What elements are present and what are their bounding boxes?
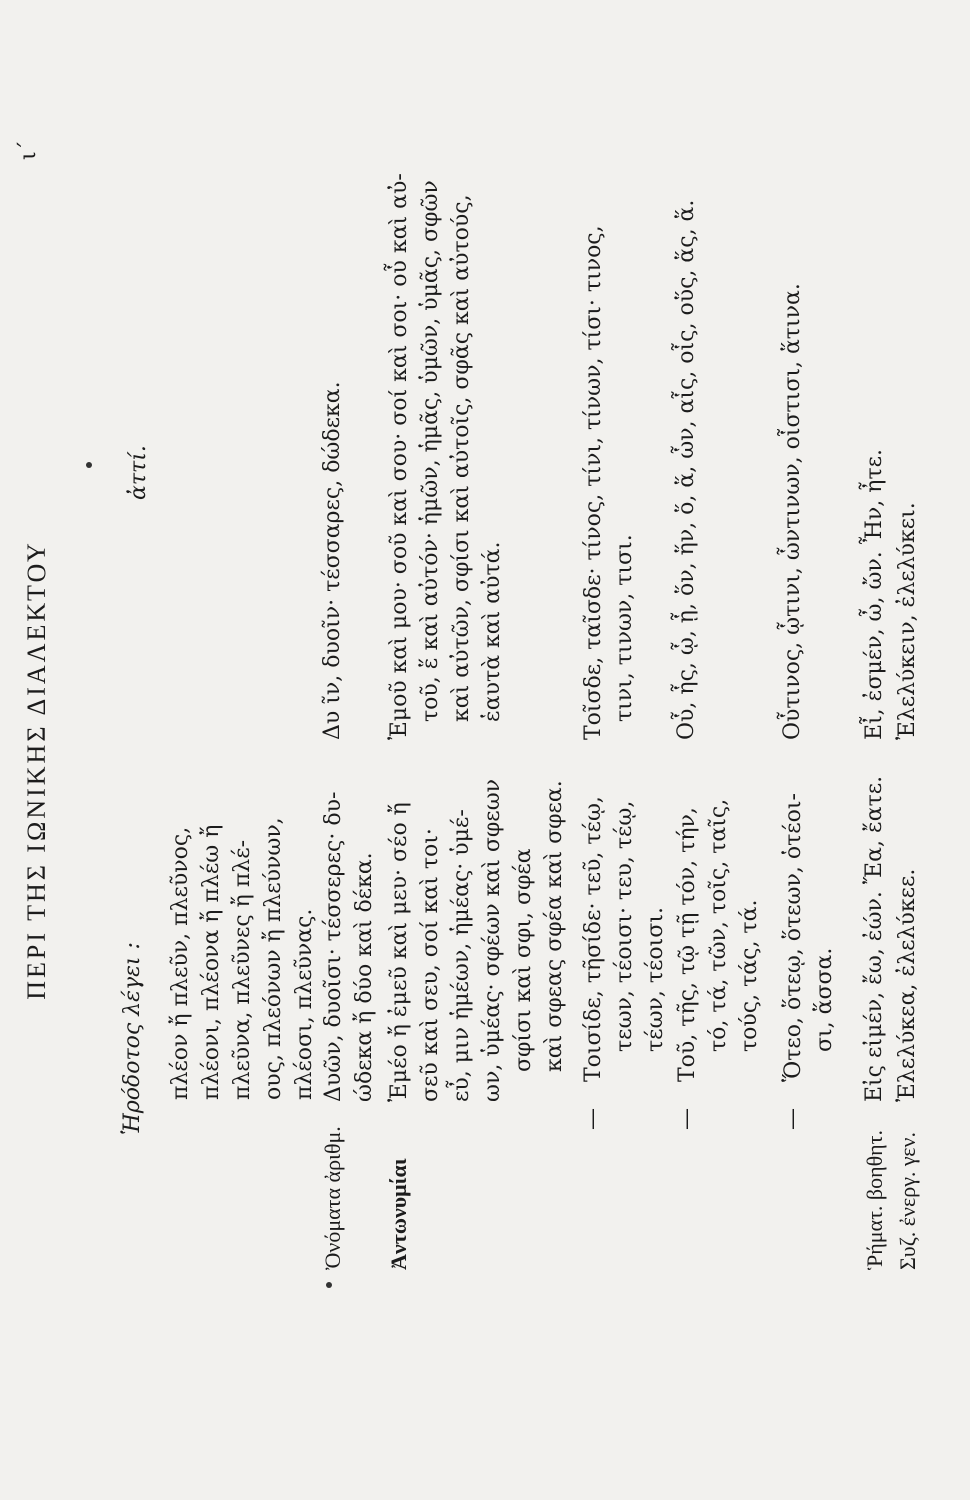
- pronouns-attic-line: τοῦ, ἕ καὶ αὐτόν· ἡμῶν, ἡμᾶς, ὑμῶν, ὑμᾶς, σφῶν: [418, 180, 443, 722]
- pleon-line: πλέον ἤ πλεῦν, πλεῦνος,: [168, 826, 193, 1100]
- toioside-attic-line: Τοῖσδε, ταῖσδε· τίνος, τίνι, τίνων, τίσι· τινος,: [581, 225, 606, 740]
- pleon-line: πλέοσι, πλεῦνας.: [292, 908, 317, 1100]
- hoteo-dash: —: [780, 1108, 805, 1130]
- pronouns-ionic-line: σεῦ καὶ σευ, σοί καὶ τοι·: [418, 828, 443, 1102]
- ink-speck: [326, 1282, 332, 1288]
- hoteo-attic: Οὗτινος, ᾧτινι, ὧντινων, οἷστισι, ἅτινα.: [780, 283, 805, 740]
- verbs-attic-1: Εἶ, ἐσμέν, ὦ, ὤν. Ἦν, ἦτε.: [862, 448, 887, 740]
- verbs-ionic-1: Εἰς εἰμέν, ἔω, ἐών. Ἔα, ἔατε.: [862, 775, 887, 1102]
- numerals-ionic: [318, 792, 380, 1102]
- pleon-block: [165, 817, 320, 1100]
- numerals-attic: Δυ ῖν, δυοῖν· τέσσαρες, δώδεκα.: [320, 381, 345, 740]
- toioside-attic: [578, 225, 640, 740]
- pronouns-ionic-line: σφίσι καὶ σφι, σφέα: [511, 848, 536, 1072]
- pronouns-label: Ἀντωνυμίαι: [386, 1158, 411, 1270]
- pronouns-ionic-line: Ἐμέο ἤ ἐμεῦ καὶ μευ· σέο ἤ: [387, 802, 412, 1102]
- pronouns-attic: [384, 173, 508, 740]
- hoteo-ionic-line: Ὅτεο, ὅτεῳ, ὅτεων, ὁτέοι-: [781, 793, 806, 1082]
- pronouns-attic-line: καὶ αὐτῶν, σφίσι καὶ αὐτοῖς, σφᾶς καὶ αὐτούς,: [449, 194, 474, 722]
- verbs-attic-2: Ἐλελύκειν, ἐλελύκει.: [895, 502, 920, 740]
- page-header: ΠΕΡΙ ΤΗΣ ΙΩΝΙΚΗΣ ΔΙΑΛΕΚΤΟΥ: [22, 540, 51, 1000]
- pronouns-attic-line: ἑαυτὰ καὶ αὐτά.: [480, 541, 505, 722]
- article-ionic-line: Τοῦ, τῆς, τῷ τῇ τόν, τήν,: [675, 807, 700, 1082]
- article-dash: —: [674, 1108, 699, 1130]
- pleon-line: πλέονι, πλέονα ἤ πλέω ἤ: [199, 824, 224, 1100]
- article-ionic: [672, 799, 765, 1082]
- verbs-label-2: Συζ. ἐνεργ. γεν.: [895, 1132, 920, 1270]
- hoteo-ionic: [778, 793, 840, 1082]
- verbs-label-1: Ῥήματ. βοηθητ.: [862, 1129, 887, 1270]
- pronouns-attic-line: Ἐμοῦ καὶ μου· σοῦ καὶ σου· σοί καὶ σοι· οὗ καὶ αὐ-: [387, 173, 412, 740]
- hoteo-ionic-line: σι, ἅσσα.: [812, 947, 837, 1052]
- pleon-line: πλεῦνα, πλεῦνες ἤ πλέ-: [230, 839, 255, 1100]
- intro-text: Ἡρόδοτος λέγει :: [120, 942, 145, 1135]
- toioside-ionic: [578, 796, 671, 1082]
- pronouns-ionic-line: ων, ὑμέας· σφέων καὶ σφεων: [480, 778, 505, 1102]
- pronouns-ionic-line: καὶ σφεας σφέα καὶ σφεα.: [542, 780, 567, 1072]
- toioside-ionic-line: Τοισίδε, τῆσίδε· τεῦ, τέῳ,: [581, 796, 606, 1082]
- toioside-dash: —: [580, 1108, 605, 1130]
- toioside-ionic-line: τεων, τέοισι· τευ, τέῳ,: [612, 800, 637, 1052]
- pronouns-ionic: [384, 779, 570, 1102]
- ink-speck: [86, 462, 92, 468]
- toioside-attic-line: τινι, τινων, τισι.: [612, 534, 637, 722]
- article-attic: Οὗ, ἧς, ᾧ, ᾗ, ὅν, ἥν, ὅ, ἅ, ὧν, αἷς, οἷς, οὕς, ἅς, ἅ.: [674, 199, 699, 740]
- pronouns-ionic-line: εὖ, μιν ἡμέων, ἡμέας· ὑμέ-: [449, 809, 474, 1102]
- numerals-ionic-line: ώδεκα ἤ δύο καὶ δέκα.: [352, 852, 377, 1102]
- numerals-label: Ὀνόματα ἀριθμ.: [320, 1126, 345, 1270]
- page-mark: ι΄: [16, 140, 41, 160]
- verbs-ionic-2: Ἐλελύκεα, ἐλελύκεε.: [895, 868, 920, 1102]
- article-ionic-line: τούς, τάς, τά.: [737, 899, 762, 1052]
- center-word: ἀττί.: [126, 445, 151, 500]
- toioside-ionic-line: τέων, τέοισι.: [643, 907, 668, 1052]
- pleon-line: ους, πλεόνων ἤ πλεύνων,: [261, 817, 286, 1100]
- numerals-ionic-line: Δυῶν, δυοῖσι· τέσσερες· δυ-: [321, 791, 346, 1102]
- article-ionic-line: τό, τά, τῶν, τοῖς, ταῖς,: [706, 798, 731, 1052]
